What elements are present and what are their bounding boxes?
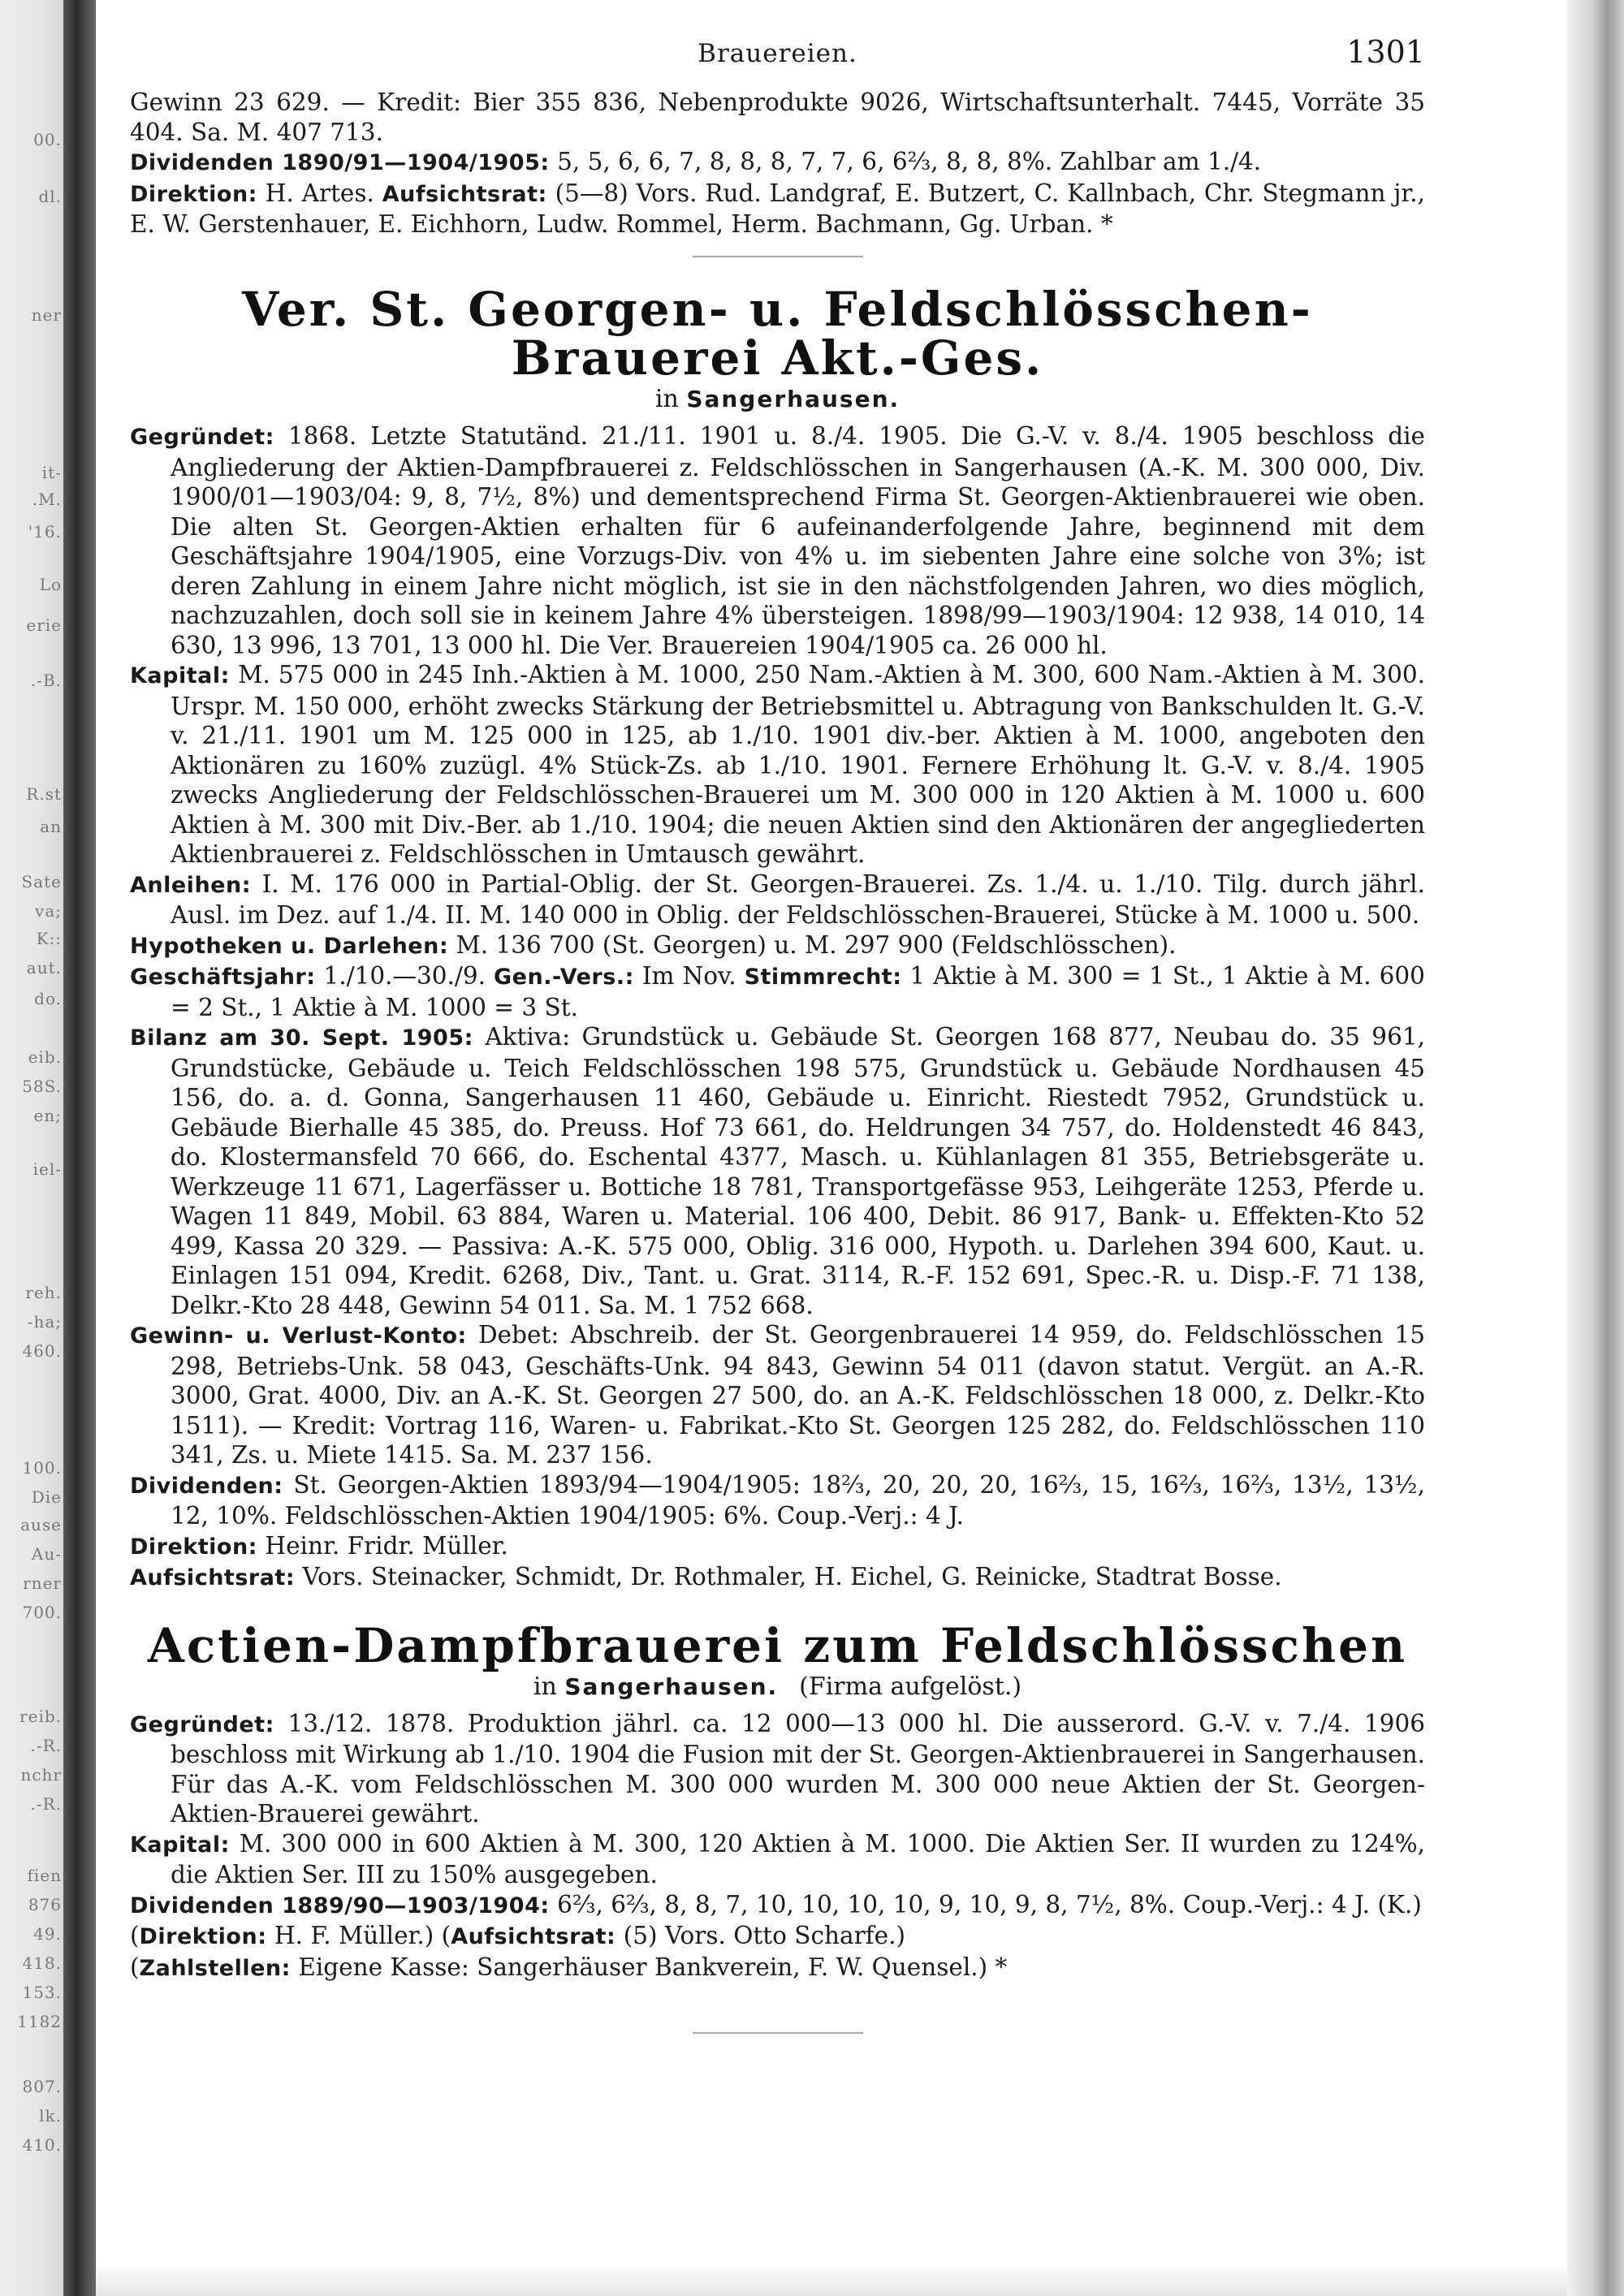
margin-bleed-fragment: Lo bbox=[39, 575, 62, 594]
mortgages-entry: Hypotheken u. Darlehen: M. 136 700 (St. Georgen) u. M. 297 900 (Feldschlösschen). bbox=[130, 930, 1177, 959]
left-margin-bleed bbox=[0, 0, 63, 2296]
margin-bleed-fragment: 410. bbox=[22, 2135, 62, 2155]
margin-bleed-fragment: 876 bbox=[28, 1895, 62, 1914]
margin-bleed-fragment: ause bbox=[20, 1515, 62, 1534]
margin-bleed-fragment: 100. bbox=[22, 1458, 62, 1478]
margin-bleed-fragment: erie bbox=[26, 615, 62, 635]
running-header bbox=[130, 34, 1425, 88]
margin-bleed-fragment: 00. bbox=[33, 130, 62, 149]
balance-sheet-entry: Bilanz am 30. Sept. 1905: Aktiva: Grundstück u. Gebäude St. Georgen 168 877, Neubau do. 35 961, Grundstücke, Gebäude u. Teich Feldschlösschen 198 575, Grundstück u. Gebäude Nordhausen 45 156, do. a. d. Gonna, Sangerhausen 11 460, Gebäude u. Einricht. Riestedt 7952, Grundstück u. Gebäude Bierhalle 45 385, do. Preuss. Hof 73 661, do. Heldrungen 34 757, do. Holdenstedt 46 843, do. Klostermansfeld 70 666, do. Eschental 4377, Masch. u. Kühlanlagen 81 355, Betriebsgeräte u. Werkzeuge 11 671, Lagerfässer u. Bottiche 18 781, Transportgefässe 953, Leihgeräte 1253, Pferde u. Wagen 11 849, Mobil. 63 884, Waren u. Material. 106 400, Debit. 86 917, Bank- u. Effekten-Kto 52 499, Kassa 20 329. — Passiva: A.-K. 575 000, Oblig. 316 000, Hypoth. u. Darlehen 394 600, Kaut. u. Einlagen 151 094, Kredit. 6268, Div., Tant. u. Grat. 3114, R.-F. 152 691, Spec.-R. u. Disp.-F. 71 138, Delkr.-Kto 28 448, Gewinn 54 011. Sa. M. 1 752 668. bbox=[130, 1023, 1425, 1319]
management-board-entry: (Direktion: H. F. Müller.) (Aufsichtsrat: (5) Vors. Otto Scharfe.) bbox=[130, 1922, 905, 1950]
margin-bleed-fragment: -ha; bbox=[27, 1312, 62, 1331]
margin-bleed-fragment: iel- bbox=[32, 1159, 62, 1179]
margin-bleed-fragment: it- bbox=[41, 463, 62, 482]
right-page-edge bbox=[1567, 0, 1624, 2296]
margin-bleed-fragment: .M. bbox=[32, 490, 62, 509]
margin-bleed-fragment: ner bbox=[31, 305, 62, 325]
margin-bleed-fragment: .-R. bbox=[30, 1794, 62, 1814]
section-divider bbox=[693, 256, 863, 257]
margin-bleed-fragment: an bbox=[40, 817, 62, 836]
margin-bleed-fragment: 700. bbox=[22, 1603, 62, 1622]
company-title: Ver. St. Georgen- u. Feldschlösschen-Brauerei Akt.-Ges. bbox=[242, 281, 1313, 386]
margin-bleed-fragment: en; bbox=[33, 1106, 62, 1125]
company-location: in Sangerhausen. (Firma aufgelöst.) bbox=[533, 1672, 1022, 1701]
founded-entry: Gegründet: 1868. Letzte Statutänd. 21./11. 1901 u. 8./4. 1905. Die G.-V. v. 8./4. 1905 beschloss die Angliederung der Aktien-Dampfbrauerei z. Feldschlösschen in Sangerhausen (A.-K. M. 300 000, Div. 1900/01—1903/04: 9, 8, 7½, 8%) und dementsprechend Firma St. Georgen-Aktienbrauerei wie oben. Die alten St. Georgen-Aktien erhalten für 6 aufeinanderfolgende Jahre, beginnend mit dem Geschäftsjahre 1904/1905, eine Vorzugs-Div. von 4% u. im siebenten Jahre eine solche von 3%; ist deren Zahlung in einem Jahre nicht möglich, ist sie in den nächstfolgenden Jahren, wo dies möglich, nachzuzahlen, doch soll sie in keinem Jahre 4% übersteigen. 1898/99—1903/1904: 12 938, 14 010, 14 630, 13 996, 13 701, 13 000 hl. Die Ver. Brauereien 1904/1905 ca. 26 000 hl. bbox=[130, 422, 1425, 659]
company-entries bbox=[130, 1709, 1425, 1984]
page-number: 1301 bbox=[1346, 34, 1425, 70]
margin-bleed-fragment: rner bbox=[23, 1573, 62, 1593]
margin-bleed-fragment: R.st bbox=[26, 784, 62, 804]
margin-bleed-fragment: .-B. bbox=[30, 671, 62, 690]
margin-bleed-fragment: 418. bbox=[22, 1953, 62, 1973]
company-section-2 bbox=[130, 1617, 1425, 1983]
profit-loss-entry: Gewinn- u. Verlust-Konto: Debet: Abschreib. der St. Georgenbrauerei 14 959, do. Feldschlösschen 15 298, Betriebs-Unk. 58 043, Geschäfts-Unk. 94 843, Gewinn 54 011 (davon statut. Vergüt. an A.-R. 3000, Grat. 4000, Div. an A.-K. St. Georgen 27 500, do. an A.-K. Feldschlösschen 18 000, z. Delkr.-Kto 1511). — Kredit: Vortrag 116, Waren- u. Fabrikat.-Kto St. Georgen 125 282, do. Feldschlösschen 110 341, Zs. u. Miete 1415. Sa. M. 237 156. bbox=[130, 1321, 1425, 1470]
company-entries bbox=[130, 421, 1425, 1594]
company-title: Actien-Dampfbrauerei zum Feldschlösschen bbox=[147, 1617, 1408, 1673]
dividends-entry: Dividenden 1890/91—1904/1905: 5, 5, 6, 6, 7, 8, 8, 8, 7, 7, 6, 6⅔, 8, 8, 8%. Zahlbar am 1./4. bbox=[130, 148, 1262, 175]
margin-bleed-fragment: reh. bbox=[25, 1283, 62, 1302]
margin-bleed-fragment: va; bbox=[35, 901, 62, 921]
binding-shadow bbox=[63, 0, 96, 2296]
margin-bleed-fragment: Die bbox=[31, 1487, 62, 1507]
margin-bleed-fragment: reib. bbox=[19, 1707, 62, 1726]
margin-bleed-fragment: Au- bbox=[31, 1544, 62, 1564]
company-section-1 bbox=[130, 281, 1425, 1594]
founded-entry: Gegründet: 13./12. 1878. Produktion jährl. ca. 12 000—13 000 hl. Die ausserord. G.-V. v. 7./4. 1906 beschloss mit Wirkung ab 1./10. 1904 die Fusion mit der St. Georgen-Aktienbrauerei in Sangerhausen. Für das A.-K. vom Feldschlösschen M. 300 000 wurden M. 300 000 neue Aktien der St. Georgen-Aktien-Brauerei gewährt. bbox=[130, 1709, 1425, 1828]
margin-bleed-fragment: dl. bbox=[38, 187, 62, 206]
margin-bleed-fragment: 1182 bbox=[17, 2012, 62, 2031]
document-page bbox=[130, 34, 1425, 2280]
margin-bleed-fragment: .-R. bbox=[30, 1736, 62, 1755]
paying-agents-entry: (Zahlstellen: Eigene Kasse: Sangerhäuser Bankverein, F. W. Quensel.) * bbox=[130, 1953, 1008, 1981]
company-location: in Sangerhausen. bbox=[654, 385, 901, 414]
fiscal-year-entry: Geschäftsjahr: 1./10.—30./9. Gen.-Vers.: Im Nov. Stimmrecht: 1 Aktie à M. 300 = 1 St., 1 Aktie à M. 600 = 2 St., 1 Aktie à M. 1000 = 3 St. bbox=[130, 962, 1425, 1021]
capital-entry: Kapital: M. 575 000 in 245 Inh.-Aktien à M. 1000, 250 Nam.-Aktien à M. 300, 600 Nam.-Aktien à M. 300. Urspr. M. 150 000, erhöht zwecks Stärkung der Betriebsmittel u. Abtragung von Bankschulden lt. G.-V. v. 21./11. 1901 um M. 125 000 in 125, ab 1./10. 1901 div.-ber. Aktien à M. 1000, angeboten den Aktionären zu 160% zuzügl. 4% Stück-Zs. ab 1./10. 1901. Fernere Erhöhung lt. G.-V. v. 8./4. 1905 zwecks Angliederung der Feldschlösschen-Brauerei um M. 300 000 in 120 Aktien à M. 1000 u. 600 Aktien à M. 300 mit Div.-Ber. ab 1./10. 1904; die neuen Aktien sind den Aktionären der angegliederten Aktienbrauerei z. Feldschlösschen in Umtausch gewährt. bbox=[130, 661, 1425, 869]
margin-bleed-fragment: 153. bbox=[22, 1983, 62, 2002]
management-entry: Direktion: H. Artes. Aufsichtsrat: (5—8) Vors. Rud. Landgraf, E. Butzert, C. Kallnbach, Chr. Stegmann jr., E. W. Gerstenhauer, E. Eichhorn, Ludw. Rommel, Herm. Bachmann, Gg. Urban. * bbox=[130, 179, 1425, 238]
management-entry: Direktion: Heinr. Fridr. Müller. bbox=[130, 1531, 508, 1560]
section-divider bbox=[693, 2032, 863, 2034]
margin-bleed-fragment: 460. bbox=[22, 1341, 62, 1361]
margin-bleed-fragment: nchr bbox=[20, 1765, 62, 1785]
running-title: Brauereien. bbox=[698, 39, 857, 68]
margin-bleed-fragment: 58S. bbox=[22, 1077, 62, 1096]
supervisory-board-entry: Aufsichtsrat: Vors. Steinacker, Schmidt, Dr. Rothmaler, H. Eichel, G. Reinicke, Stadtrat Bosse. bbox=[130, 1563, 1282, 1591]
margin-bleed-fragment: K:: bbox=[36, 929, 62, 948]
capital-entry: Kapital: M. 300 000 in 600 Aktien à M. 300, 120 Aktien à M. 1000. Die Aktien Ser. II wurden zu 124%, die Aktien Ser. III zu 150% ausgegeben. bbox=[130, 1829, 1425, 1889]
margin-bleed-fragment: 49. bbox=[33, 1924, 62, 1944]
margin-bleed-fragment: eib. bbox=[28, 1047, 62, 1067]
previous-entry-continuation bbox=[130, 88, 1425, 240]
margin-bleed-fragment: aut. bbox=[26, 958, 62, 978]
margin-bleed-fragment: Sate bbox=[21, 872, 62, 891]
profit-continuation: Gewinn 23 629. — Kredit: Bier 355 836, Nebenprodukte 9026, Wirtschaftsunterhalt. 7445, Vorräte 35 404. Sa. M. 407 713. bbox=[130, 88, 1425, 146]
margin-bleed-fragment: do. bbox=[34, 989, 62, 1008]
loans-entry: Anleihen: I. M. 176 000 in Partial-Oblig. der St. Georgen-Brauerei. Zs. 1./4. u. 1./10. Tilg. durch jährl. Ausl. im Dez. auf 1./4. II. M. 140 000 in Oblig. der Feldschlösschen-Brauerei, Stücke à M. 1000 u. 500. bbox=[130, 870, 1425, 930]
dividends-entry: Dividenden 1889/90—1903/1904: 6⅔, 6⅔, 8, 8, 7, 10, 10, 10, 10, 9, 10, 9, 8, 7½, 8%. Coup.-Verj.: 4 J. (K.) bbox=[130, 1890, 1422, 1918]
margin-bleed-fragment: fien bbox=[27, 1866, 62, 1885]
dividends-entry: Dividenden: St. Georgen-Aktien 1893/94—1904/1905: 18⅔, 20, 20, 20, 16⅔, 15, 16⅔, 16⅔, 13½, 13½, 12, 10%. Feldschlösschen-Aktien 1904/1905: 6%. Coup.-Verj.: 4 J. bbox=[130, 1470, 1425, 1530]
margin-bleed-fragment: 807. bbox=[22, 2077, 62, 2096]
margin-bleed-fragment: lk. bbox=[39, 2106, 62, 2126]
margin-bleed-fragment: '16. bbox=[28, 522, 62, 542]
